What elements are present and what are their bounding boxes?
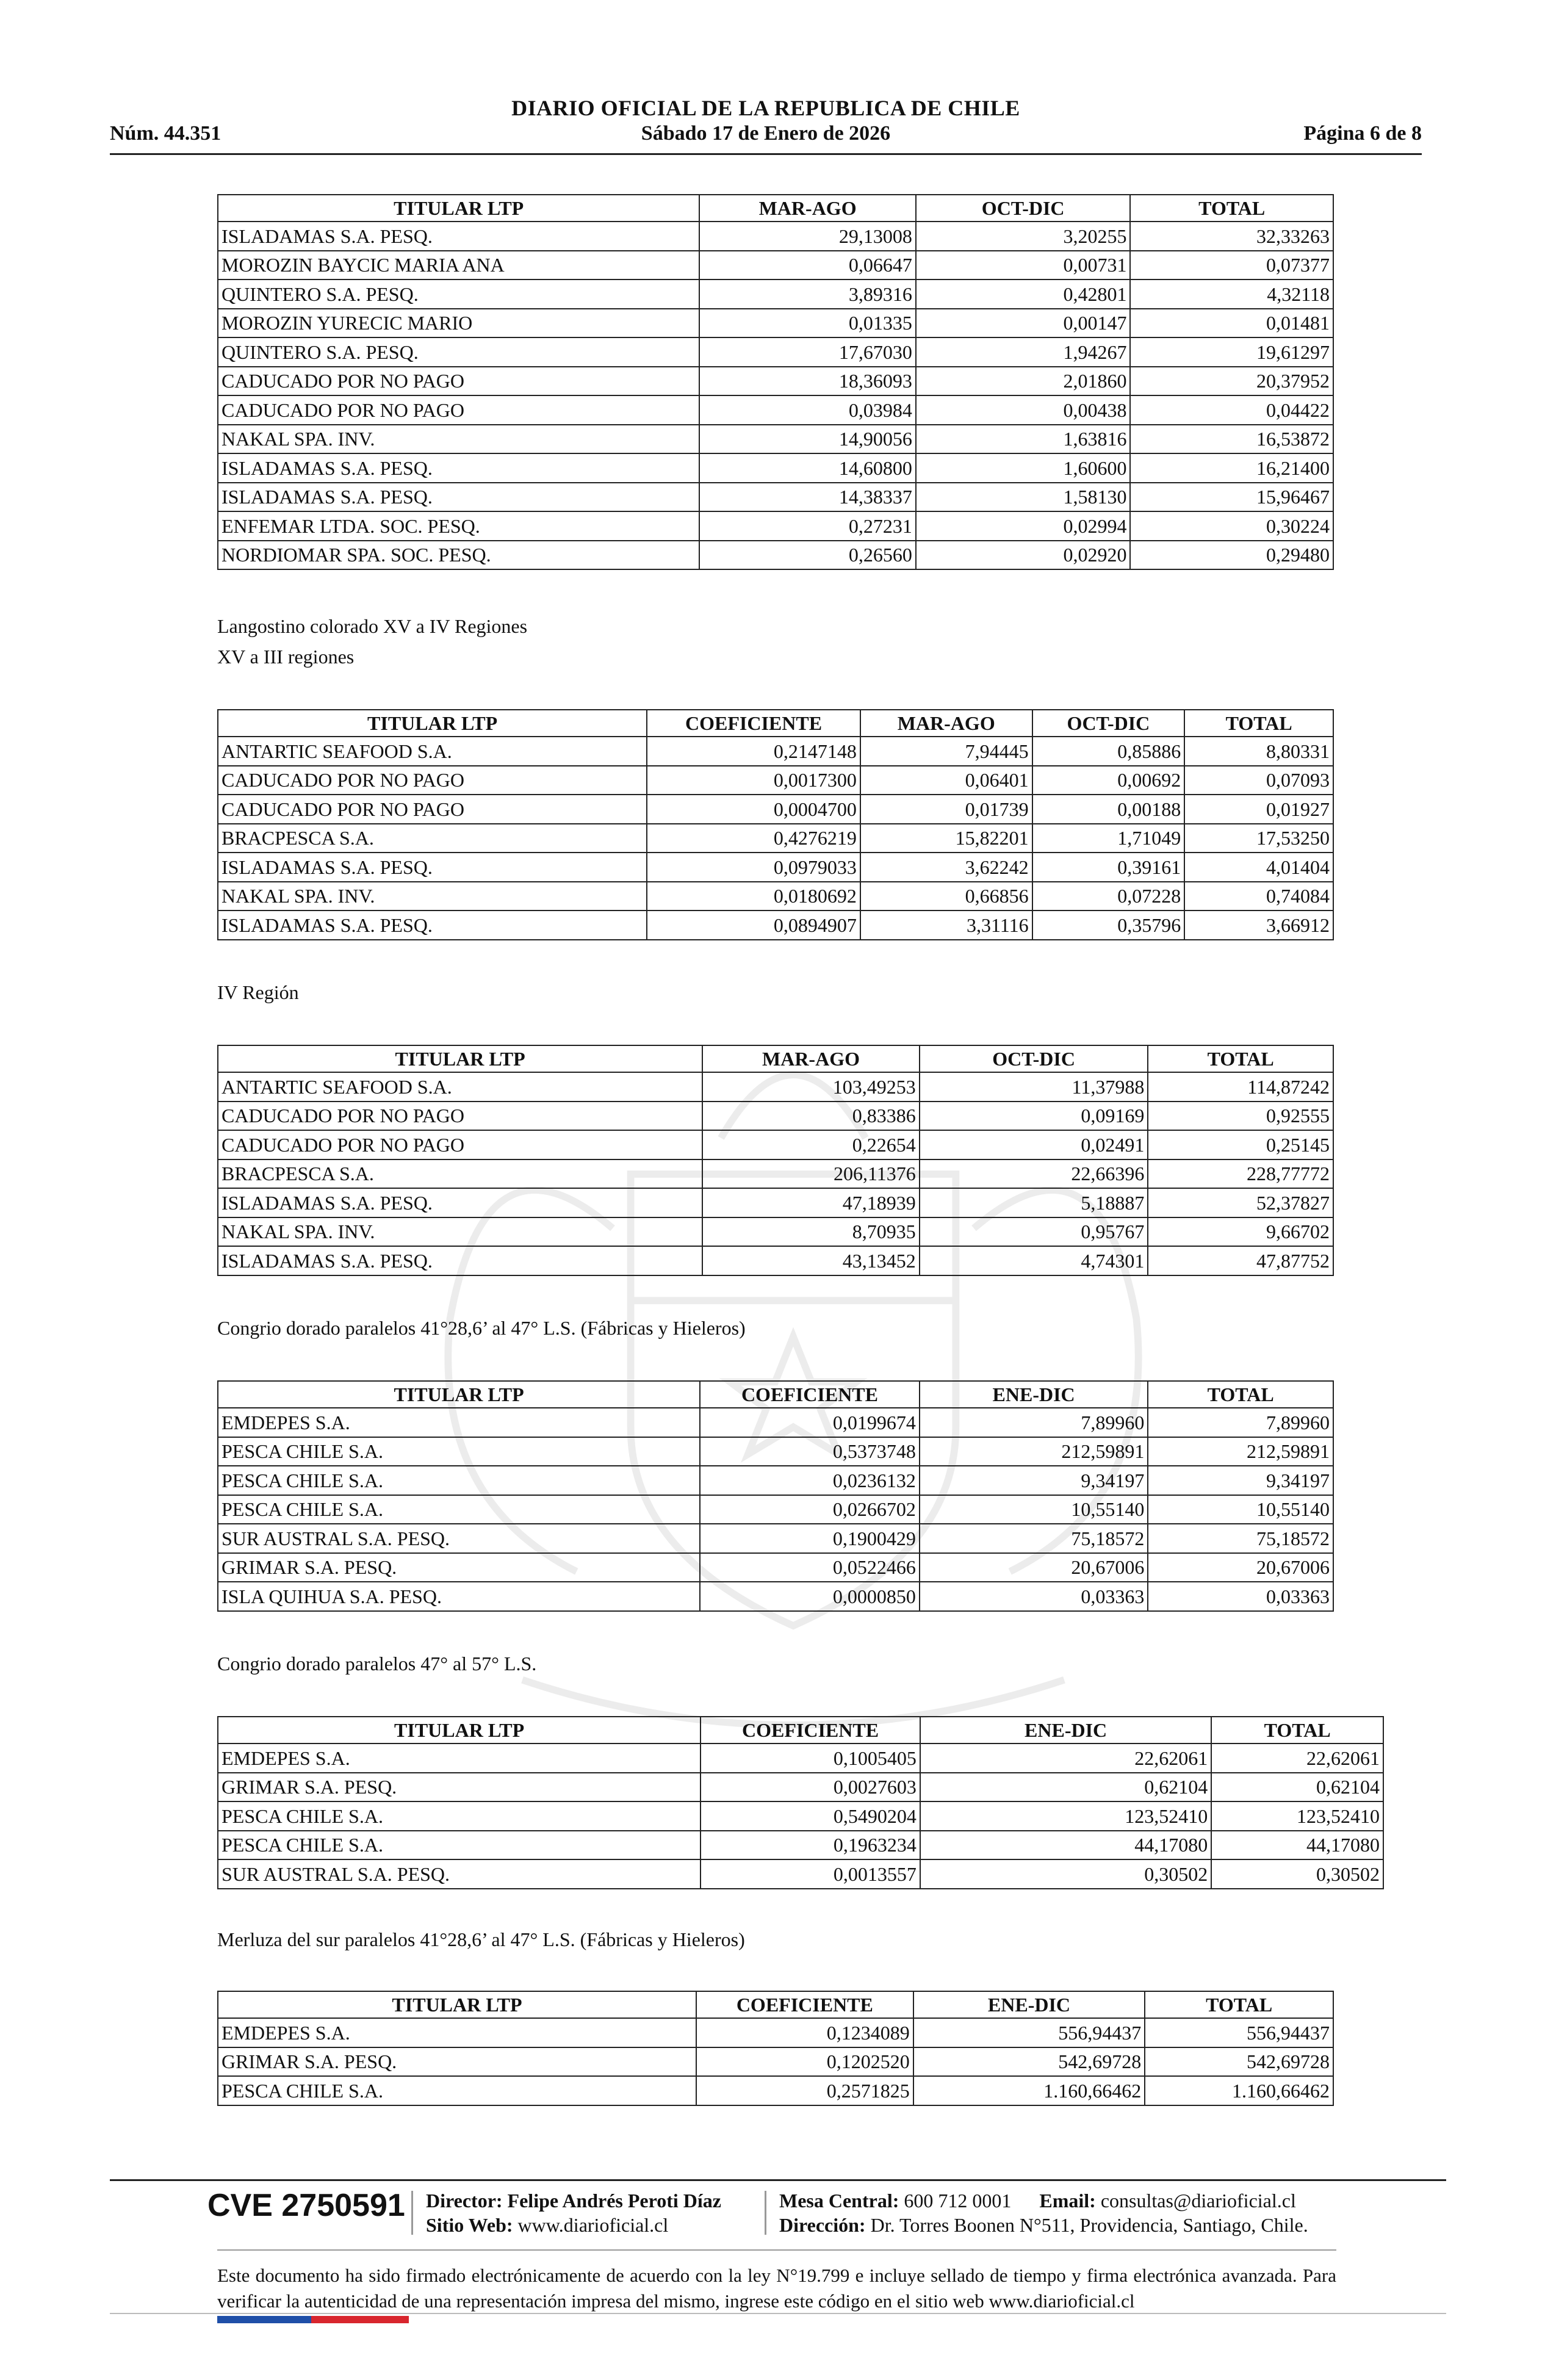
titular-cell: ANTARTIC SEAFOOD S.A.: [218, 1072, 702, 1102]
titular-cell: NAKAL SPA. INV.: [218, 882, 647, 911]
col-header-oct-dic: OCT-DIC: [920, 1045, 1148, 1072]
table-header-row: [218, 1045, 1333, 1072]
table-row: [218, 337, 1333, 367]
titular-cell: MOROZIN BAYCIC MARIA ANA: [218, 251, 699, 280]
value-cell: 0,07093: [1184, 766, 1333, 795]
address-text: Dr. Torres Boonen N°511, Providencia, Santiago, Chile.: [870, 2214, 1308, 2236]
col-header-titular: TITULAR LTP: [218, 1991, 696, 2018]
value-cell: 0,00188: [1032, 795, 1185, 824]
col-header-coeficiente: COEFICIENTE: [700, 1381, 920, 1408]
table-row: [218, 1524, 1333, 1553]
value-cell: 0,07228: [1032, 882, 1185, 911]
table-row: [218, 1466, 1333, 1495]
table-row: [218, 737, 1333, 766]
col-header-coeficiente: COEFICIENTE: [701, 1717, 920, 1744]
value-cell: 0,2571825: [696, 2076, 913, 2105]
value-cell: 0,00692: [1032, 766, 1185, 795]
table-body: [218, 737, 1333, 940]
value-cell: 0,66856: [860, 882, 1032, 911]
value-cell: 212,59891: [1148, 1437, 1333, 1466]
table-header-row: [218, 710, 1333, 737]
titular-cell: NAKAL SPA. INV.: [218, 1217, 702, 1247]
value-cell: 0,0894907: [647, 911, 860, 940]
value-cell: 0,1963234: [701, 1831, 920, 1860]
flag-bar-blue: [217, 2316, 311, 2323]
value-cell: 3,31116: [860, 911, 1032, 940]
value-cell: 0,01481: [1130, 309, 1333, 338]
value-cell: 10,55140: [1148, 1495, 1333, 1524]
publication-title: DIARIO OFICIAL DE LA REPUBLICA DE CHILE: [511, 96, 1020, 120]
section-title-iv-region: IV Región: [217, 981, 299, 1003]
titular-cell: ANTARTIC SEAFOOD S.A.: [218, 737, 647, 766]
value-cell: 9,66702: [1148, 1217, 1333, 1247]
value-cell: 15,96467: [1130, 483, 1333, 512]
col-header-oct-dic: OCT-DIC: [916, 195, 1131, 222]
issue-date: Sábado 17 de Enero de 2026: [641, 122, 891, 145]
value-cell: 3,66912: [1184, 911, 1333, 940]
value-cell: 7,94445: [860, 737, 1032, 766]
address-label: Dirección:: [779, 2214, 866, 2236]
table-row: [218, 425, 1333, 454]
value-cell: 1.160,66462: [913, 2076, 1145, 2105]
titular-cell: ISLADAMAS S.A. PESQ.: [218, 1246, 702, 1275]
value-cell: 556,94437: [913, 2018, 1145, 2047]
col-header-total: TOTAL: [1211, 1717, 1383, 1744]
director-label: Director:: [426, 2190, 503, 2212]
table-row: [218, 2018, 1333, 2047]
flag-bar-red: [311, 2316, 409, 2323]
titular-cell: PESCA CHILE S.A.: [218, 1466, 700, 1495]
value-cell: 1,94267: [916, 337, 1131, 367]
table-row: [218, 824, 1333, 853]
value-cell: 1,58130: [916, 483, 1131, 512]
table-row: [218, 1582, 1333, 1611]
col-header-total: TOTAL: [1130, 195, 1333, 222]
value-cell: 5,18887: [920, 1188, 1148, 1217]
table-row: [218, 279, 1333, 309]
titular-cell: NORDIOMAR SPA. SOC. PESQ.: [218, 541, 699, 570]
table-row: [218, 222, 1333, 251]
col-header-mar-ago: MAR-AGO: [699, 195, 916, 222]
section-subtitle-regions: XV a III regiones: [217, 646, 355, 668]
contact-line: [779, 2190, 1296, 2212]
page-indicator: Página 6 de 8: [1303, 122, 1422, 145]
table-row: [218, 453, 1333, 483]
footer-divider: [110, 2179, 1446, 2181]
value-cell: 0,1900429: [700, 1524, 920, 1553]
value-cell: 0,1202520: [696, 2047, 913, 2077]
table-header-row: [218, 1381, 1333, 1408]
col-header-total: TOTAL: [1145, 1991, 1333, 2018]
value-cell: 9,34197: [920, 1466, 1148, 1495]
col-header-ene-dic: ENE-DIC: [920, 1717, 1211, 1744]
value-cell: 4,32118: [1130, 279, 1333, 309]
table-row: [218, 1859, 1383, 1889]
director-name: Felipe Andrés Peroti Díaz: [507, 2190, 721, 2212]
col-header-coeficiente: COEFICIENTE: [647, 710, 860, 737]
table-row: [218, 1495, 1333, 1524]
phone-label: Mesa Central:: [779, 2190, 899, 2212]
value-cell: 44,17080: [1211, 1831, 1383, 1860]
col-header-ene-dic: ENE-DIC: [920, 1381, 1148, 1408]
col-header-mar-ago: MAR-AGO: [702, 1045, 920, 1072]
value-cell: 0,0017300: [647, 766, 860, 795]
value-cell: 1,63816: [916, 425, 1131, 454]
value-cell: 0,1234089: [696, 2018, 913, 2047]
value-cell: 44,17080: [920, 1831, 1211, 1860]
website-label: Sitio Web:: [426, 2214, 513, 2236]
value-cell: 0,62104: [1211, 1773, 1383, 1802]
value-cell: 0,00731: [916, 251, 1131, 280]
value-cell: 18,36093: [699, 367, 916, 396]
titular-cell: GRIMAR S.A. PESQ.: [218, 1553, 700, 1582]
table-row: [218, 483, 1333, 512]
value-cell: 0,42801: [916, 279, 1131, 309]
table-row: [218, 853, 1333, 882]
col-header-titular: TITULAR LTP: [218, 1717, 701, 1744]
table-row: [218, 1188, 1333, 1217]
footer-bottom-divider: [110, 2313, 1446, 2314]
col-header-total: TOTAL: [1148, 1381, 1333, 1408]
value-cell: 0,22654: [702, 1130, 920, 1159]
table-row: [218, 2076, 1333, 2105]
value-cell: 19,61297: [1130, 337, 1333, 367]
table-body: [218, 1408, 1333, 1611]
value-cell: 20,37952: [1130, 367, 1333, 396]
table-header-row: [218, 1717, 1383, 1744]
quota-table-6: [217, 1991, 1334, 2106]
table-row: [218, 1831, 1383, 1860]
table-row: [218, 1744, 1383, 1773]
website-line: [426, 2214, 668, 2237]
value-cell: 0,03363: [920, 1582, 1148, 1611]
value-cell: 123,52410: [1211, 1801, 1383, 1831]
col-header-titular: TITULAR LTP: [218, 710, 647, 737]
value-cell: 22,62061: [1211, 1744, 1383, 1773]
table-body: [218, 1744, 1383, 1889]
table-row: [218, 1072, 1333, 1102]
value-cell: 206,11376: [702, 1159, 920, 1189]
value-cell: 0,35796: [1032, 911, 1185, 940]
value-cell: 4,01404: [1184, 853, 1333, 882]
quota-table-4: [217, 1380, 1334, 1612]
value-cell: 0,25145: [1148, 1130, 1333, 1159]
titular-cell: PESCA CHILE S.A.: [218, 1495, 700, 1524]
titular-cell: CADUCADO POR NO PAGO: [218, 367, 699, 396]
cve-code: CVE 2750591: [207, 2188, 405, 2223]
quota-table-2: [217, 709, 1334, 940]
titular-cell: CADUCADO POR NO PAGO: [218, 1130, 702, 1159]
titular-cell: CADUCADO POR NO PAGO: [218, 1102, 702, 1131]
titular-cell: ISLA QUIHUA S.A. PESQ.: [218, 1582, 700, 1611]
section-title-congrio-41: Congrio dorado paralelos 41°28,6’ al 47° L.S. (Fábricas y Hieleros): [217, 1317, 746, 1339]
value-cell: 0,95767: [920, 1217, 1148, 1247]
table-row: [218, 1217, 1333, 1247]
value-cell: 10,55140: [920, 1495, 1148, 1524]
table-row: [218, 766, 1333, 795]
table-row: [218, 1102, 1333, 1131]
header-divider: [110, 153, 1422, 155]
value-cell: 0,2147148: [647, 737, 860, 766]
titular-cell: MOROZIN YURECIC MARIO: [218, 309, 699, 338]
value-cell: 7,89960: [1148, 1408, 1333, 1437]
col-header-ene-dic: ENE-DIC: [913, 1991, 1145, 2018]
value-cell: 14,90056: [699, 425, 916, 454]
value-cell: 0,0236132: [700, 1466, 920, 1495]
value-cell: 1,71049: [1032, 824, 1185, 853]
table-row: [218, 2047, 1333, 2077]
value-cell: 0,4276219: [647, 824, 860, 853]
table-row: [218, 795, 1333, 824]
titular-cell: SUR AUSTRAL S.A. PESQ.: [218, 1859, 701, 1889]
value-cell: 542,69728: [913, 2047, 1145, 2077]
table-row: [218, 1773, 1383, 1802]
value-cell: 0,1005405: [701, 1744, 920, 1773]
value-cell: 20,67006: [1148, 1553, 1333, 1582]
quota-table-3: [217, 1045, 1334, 1276]
titular-cell: GRIMAR S.A. PESQ.: [218, 1773, 701, 1802]
value-cell: 15,82201: [860, 824, 1032, 853]
table-row: [218, 309, 1333, 338]
value-cell: 0,0004700: [647, 795, 860, 824]
footer-inner-divider: [217, 2249, 1336, 2251]
value-cell: 0,85886: [1032, 737, 1185, 766]
value-cell: 17,53250: [1184, 824, 1333, 853]
value-cell: 22,62061: [920, 1744, 1211, 1773]
address-line: [779, 2214, 1308, 2237]
table-row: [218, 882, 1333, 911]
value-cell: 0,06401: [860, 766, 1032, 795]
titular-cell: CADUCADO POR NO PAGO: [218, 395, 699, 425]
email-label: Email:: [1039, 2190, 1096, 2212]
titular-cell: ISLADAMAS S.A. PESQ.: [218, 483, 699, 512]
value-cell: 7,89960: [920, 1408, 1148, 1437]
table-row: [218, 367, 1333, 396]
value-cell: 114,87242: [1148, 1072, 1333, 1102]
value-cell: 0,30502: [920, 1859, 1211, 1889]
value-cell: 556,94437: [1145, 2018, 1333, 2047]
value-cell: 0,83386: [702, 1102, 920, 1131]
titular-cell: BRACPESCA S.A.: [218, 824, 647, 853]
titular-cell: ISLADAMAS S.A. PESQ.: [218, 853, 647, 882]
titular-cell: EMDEPES S.A.: [218, 2018, 696, 2047]
value-cell: 212,59891: [920, 1437, 1148, 1466]
table-row: [218, 1130, 1333, 1159]
section-title-langostino: Langostino colorado XV a IV Regiones: [217, 615, 528, 637]
col-header-total: TOTAL: [1184, 710, 1333, 737]
value-cell: 3,89316: [699, 279, 916, 309]
col-header-titular: TITULAR LTP: [218, 1381, 700, 1408]
value-cell: 0,00438: [916, 395, 1131, 425]
value-cell: 14,60800: [699, 453, 916, 483]
titular-cell: PESCA CHILE S.A.: [218, 2076, 696, 2105]
value-cell: 0,0199674: [700, 1408, 920, 1437]
value-cell: 2,01860: [916, 367, 1131, 396]
value-cell: 0,0979033: [647, 853, 860, 882]
footer-separator: [411, 2191, 413, 2235]
value-cell: 20,67006: [920, 1553, 1148, 1582]
table-row: [218, 395, 1333, 425]
quota-table-1: [217, 194, 1334, 570]
titular-cell: QUINTERO S.A. PESQ.: [218, 337, 699, 367]
quota-table-5: [217, 1716, 1384, 1889]
titular-cell: ISLADAMAS S.A. PESQ.: [218, 453, 699, 483]
value-cell: 0,09169: [920, 1102, 1148, 1131]
titular-cell: NAKAL SPA. INV.: [218, 425, 699, 454]
titular-cell: EMDEPES S.A.: [218, 1408, 700, 1437]
value-cell: 16,53872: [1130, 425, 1333, 454]
titular-cell: QUINTERO S.A. PESQ.: [218, 279, 699, 309]
value-cell: 0,02491: [920, 1130, 1148, 1159]
col-header-oct-dic: OCT-DIC: [1032, 710, 1185, 737]
col-header-titular: TITULAR LTP: [218, 1045, 702, 1072]
table-body: [218, 2018, 1333, 2105]
value-cell: 0,0522466: [700, 1553, 920, 1582]
director-line: [426, 2190, 721, 2212]
titular-cell: BRACPESCA S.A.: [218, 1159, 702, 1189]
table-row: [218, 1159, 1333, 1189]
table-row: [218, 1553, 1333, 1582]
table-row: [218, 1408, 1333, 1437]
value-cell: 0,39161: [1032, 853, 1185, 882]
value-cell: 3,20255: [916, 222, 1131, 251]
value-cell: 4,74301: [920, 1246, 1148, 1275]
value-cell: 16,21400: [1130, 453, 1333, 483]
col-header-titular: TITULAR LTP: [218, 195, 699, 222]
value-cell: 8,80331: [1184, 737, 1333, 766]
table-row: [218, 1437, 1333, 1466]
titular-cell: CADUCADO POR NO PAGO: [218, 795, 647, 824]
col-header-mar-ago: MAR-AGO: [860, 710, 1032, 737]
value-cell: 0,30502: [1211, 1859, 1383, 1889]
value-cell: 0,0266702: [700, 1495, 920, 1524]
value-cell: 0,01739: [860, 795, 1032, 824]
phone-number: 600 712 0001: [904, 2190, 1012, 2212]
value-cell: 1,60600: [916, 453, 1131, 483]
value-cell: 22,66396: [920, 1159, 1148, 1189]
value-cell: 0,0000850: [700, 1582, 920, 1611]
titular-cell: ISLADAMAS S.A. PESQ.: [218, 911, 647, 940]
table-row: [218, 1246, 1333, 1275]
titular-cell: PESCA CHILE S.A.: [218, 1801, 701, 1831]
value-cell: 0,5490204: [701, 1801, 920, 1831]
titular-cell: PESCA CHILE S.A.: [218, 1437, 700, 1466]
value-cell: 3,62242: [860, 853, 1032, 882]
titular-cell: EMDEPES S.A.: [218, 1744, 701, 1773]
value-cell: 0,62104: [920, 1773, 1211, 1802]
table-row: [218, 1801, 1383, 1831]
table-body: [218, 222, 1333, 569]
titular-cell: ISLADAMAS S.A. PESQ.: [218, 222, 699, 251]
value-cell: 0,5373748: [700, 1437, 920, 1466]
value-cell: 0,04422: [1130, 395, 1333, 425]
value-cell: 1.160,66462: [1145, 2076, 1333, 2105]
table-row: [218, 541, 1333, 570]
value-cell: 75,18572: [1148, 1524, 1333, 1553]
value-cell: 0,02920: [916, 541, 1131, 570]
value-cell: 0,03363: [1148, 1582, 1333, 1611]
value-cell: 0,01335: [699, 309, 916, 338]
value-cell: 0,74084: [1184, 882, 1333, 911]
titular-cell: CADUCADO POR NO PAGO: [218, 766, 647, 795]
value-cell: 0,26560: [699, 541, 916, 570]
value-cell: 52,37827: [1148, 1188, 1333, 1217]
table-header-row: [218, 1991, 1333, 2018]
value-cell: 17,67030: [699, 337, 916, 367]
section-title-congrio-47: Congrio dorado paralelos 47° al 57° L.S.: [217, 1653, 537, 1675]
value-cell: 0,00147: [916, 309, 1131, 338]
value-cell: 228,77772: [1148, 1159, 1333, 1189]
value-cell: 8,70935: [702, 1217, 920, 1247]
value-cell: 103,49253: [702, 1072, 920, 1102]
table-row: [218, 911, 1333, 940]
value-cell: 0,0027603: [701, 1773, 920, 1802]
email-link[interactable]: consultas@diarioficial.cl: [1100, 2190, 1296, 2212]
value-cell: 0,27231: [699, 511, 916, 541]
value-cell: 43,13452: [702, 1246, 920, 1275]
value-cell: 14,38337: [699, 483, 916, 512]
value-cell: 0,01927: [1184, 795, 1333, 824]
value-cell: 75,18572: [920, 1524, 1148, 1553]
legal-notice: Este documento ha sido firmado electrónicamente de acuerdo con la ley N°19.799 e incluye sellado de tiempo y firma electrónica avanzada. Para verificar la autenticidad de una representación impresa del mismo, ingrese este código en el sitio web www.diarioficial.cl: [217, 2265, 1336, 2312]
issue-number: Núm. 44.351: [110, 122, 222, 145]
value-cell: 0,0013557: [701, 1859, 920, 1889]
value-cell: 0,07377: [1130, 251, 1333, 280]
titular-cell: SUR AUSTRAL S.A. PESQ.: [218, 1524, 700, 1553]
titular-cell: GRIMAR S.A. PESQ.: [218, 2047, 696, 2077]
value-cell: 0,06647: [699, 251, 916, 280]
value-cell: 9,34197: [1148, 1466, 1333, 1495]
value-cell: 47,87752: [1148, 1246, 1333, 1275]
value-cell: 123,52410: [920, 1801, 1211, 1831]
section-title-merluza: Merluza del sur paralelos 41°28,6’ al 47° L.S. (Fábricas y Hieleros): [217, 1928, 745, 1950]
value-cell: 29,13008: [699, 222, 916, 251]
value-cell: 11,37988: [920, 1072, 1148, 1102]
table-row: [218, 511, 1333, 541]
table-body: [218, 1072, 1333, 1275]
value-cell: 0,03984: [699, 395, 916, 425]
table-row: [218, 251, 1333, 280]
value-cell: 0,92555: [1148, 1102, 1333, 1131]
value-cell: 0,0180692: [647, 882, 860, 911]
website-link[interactable]: www.diarioficial.cl: [517, 2214, 669, 2236]
titular-cell: ENFEMAR LTDA. SOC. PESQ.: [218, 511, 699, 541]
table-header-row: [218, 195, 1333, 222]
value-cell: 542,69728: [1145, 2047, 1333, 2077]
value-cell: 32,33263: [1130, 222, 1333, 251]
titular-cell: ISLADAMAS S.A. PESQ.: [218, 1188, 702, 1217]
col-header-total: TOTAL: [1148, 1045, 1333, 1072]
titular-cell: PESCA CHILE S.A.: [218, 1831, 701, 1860]
value-cell: 0,30224: [1130, 511, 1333, 541]
col-header-coeficiente: COEFICIENTE: [696, 1991, 913, 2018]
value-cell: 0,02994: [916, 511, 1131, 541]
footer-separator: [765, 2191, 766, 2235]
value-cell: 0,29480: [1130, 541, 1333, 570]
value-cell: 47,18939: [702, 1188, 920, 1217]
